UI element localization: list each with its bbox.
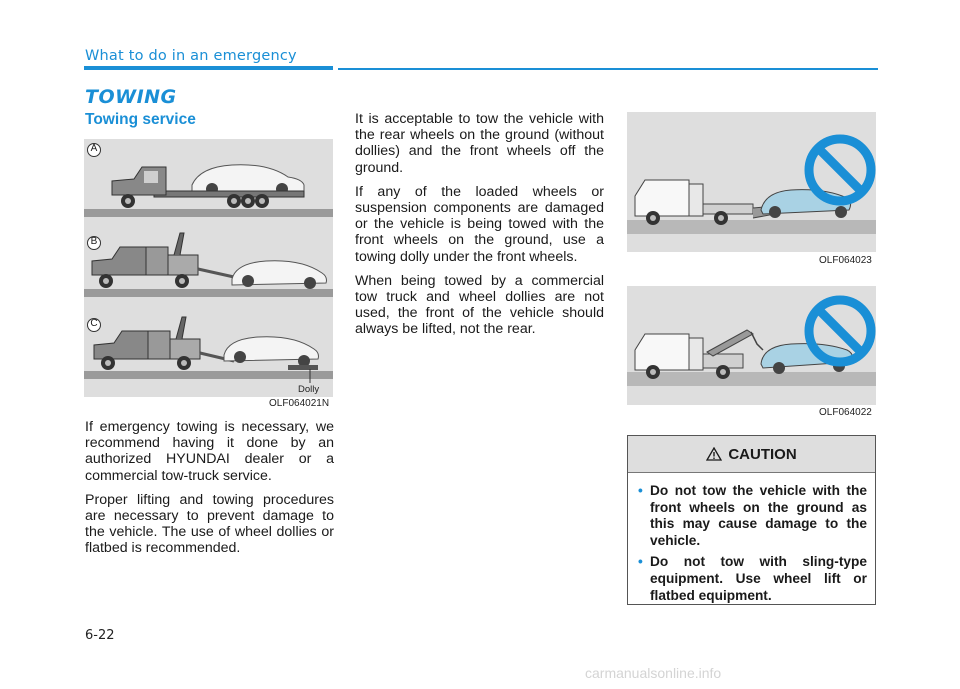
bullet-marker: • xyxy=(638,554,643,570)
prohibited-towing-figure-top xyxy=(627,112,876,252)
label-b: B xyxy=(90,236,98,247)
prohibited-towing-figure-bottom xyxy=(627,286,876,405)
chapter-title: TOWING xyxy=(85,86,177,108)
dolly-label: Dolly xyxy=(298,384,320,395)
caution-item-text: Do not tow the vehicle with the front wheels on the ground as this may cause damage to the vehicle. xyxy=(650,483,867,548)
section-title: What to do in an emergency xyxy=(85,48,297,64)
caution-item xyxy=(638,483,867,549)
bullet-marker: • xyxy=(638,483,643,498)
page-number: 6-22 xyxy=(85,628,115,643)
caution-header xyxy=(628,436,875,473)
subheading: Towing service xyxy=(85,111,196,128)
warning-triangle-icon xyxy=(706,447,722,461)
label-c: C xyxy=(90,318,98,329)
middle-body-text xyxy=(355,111,604,346)
left-body-text xyxy=(85,419,334,565)
caution-item-text: Do not tow with sling-type equipment. Use wheel lift or flatbed equipment. xyxy=(650,554,867,603)
figure-right-bottom-code: OLF064022 xyxy=(819,407,872,418)
watermark: carmanualsonline.info xyxy=(585,665,722,681)
left-paragraph: Proper lifting and towing procedures are necessary to prevent damage to the vehicle. The use of wheel dollies or flatbed is recommended. xyxy=(85,491,334,557)
middle-paragraph: It is acceptable to tow the vehicle with the rear wheels on the ground (without dollies) and the front wheels off the ground. xyxy=(355,111,604,176)
label-a: A xyxy=(90,143,98,154)
middle-paragraph: If any of the loaded wheels or suspension components are damaged or the vehicle is being towed with the front wheels on the ground, use a towing dolly under the front wheels. xyxy=(355,183,604,265)
header-rule-right xyxy=(338,68,878,70)
caution-list xyxy=(638,483,867,604)
caution-box xyxy=(627,435,876,605)
middle-paragraph: When being towed by a commercial tow truck and wheel dollies are not used, the front of the vehicle should always be lifted, not the rear. xyxy=(355,272,604,338)
towing-methods-figure xyxy=(84,139,333,397)
caution-title: CAUTION xyxy=(728,445,797,463)
figure-right-top-code: OLF064023 xyxy=(819,255,872,266)
figure-left-code: OLF064021N xyxy=(269,398,330,409)
header-bar-left xyxy=(84,66,333,70)
left-paragraph: If emergency towing is necessary, we recommend having it done by an authorized HYUNDAI dealer or a commercial tow-truck service. xyxy=(85,419,334,484)
caution-item xyxy=(638,554,867,604)
